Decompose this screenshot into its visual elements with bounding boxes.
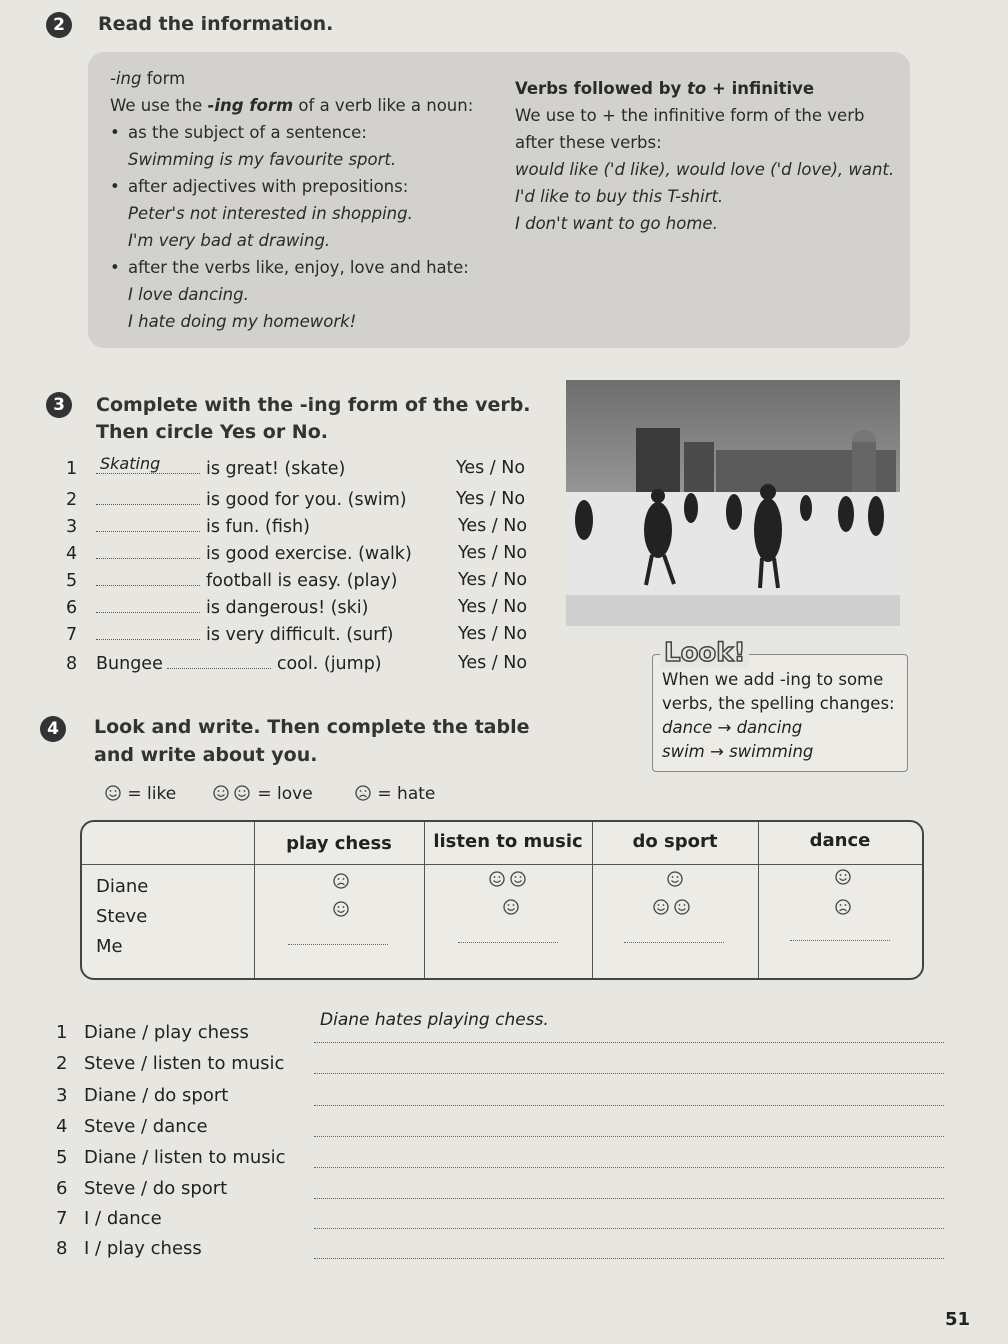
exercise-3-item	[66, 567, 397, 594]
inf-example-2: I don't want to go home.	[515, 214, 718, 233]
item-prompt: Diane / listen to music	[84, 1147, 286, 1168]
answer-blank[interactable]	[96, 486, 200, 505]
look-line-1: When we add -ing to some	[662, 670, 884, 689]
item-number: 4	[56, 1116, 68, 1137]
item-text: is good for you. (swim)	[206, 490, 407, 510]
handwritten-answer: Diane hates playing chess.	[320, 1010, 549, 1030]
section-4-number: 4	[40, 716, 66, 742]
exercise-3-item	[66, 594, 368, 621]
ing-example-1: Swimming is my favourite sport.	[128, 150, 397, 169]
item-text: is fun. (fish)	[206, 517, 310, 537]
section-3-number: 3	[46, 392, 72, 418]
inf-title-a: Verbs followed by	[515, 79, 688, 98]
section-3-heading-2: Then circle Yes or No.	[96, 421, 328, 443]
yes-no-choice[interactable]: Yes / No	[456, 489, 526, 509]
exercise-4-item	[56, 1208, 162, 1229]
item-number: 6	[66, 598, 78, 618]
look-line-2: verbs, the spelling changes:	[662, 694, 895, 713]
answer-blank[interactable]	[96, 513, 200, 532]
exercise-3-item	[66, 513, 310, 540]
ing-bullet-3: • after the verbs like, enjoy, love and hate:	[110, 254, 473, 281]
legend-like-label: = like	[127, 784, 177, 804]
inf-line-2: after these verbs:	[515, 133, 662, 152]
legend-hate-label: = hate	[377, 784, 436, 804]
legend-love-label: = love	[257, 784, 313, 804]
smile-icon	[332, 900, 350, 918]
ice-skating-photo	[566, 380, 900, 626]
col-header-play-chess: play chess	[286, 833, 392, 854]
inf-title-c: + infinitive	[706, 79, 815, 98]
handwritten-answer: Skating	[100, 454, 161, 473]
double-smile-icon	[652, 898, 692, 916]
row-name-me: Me	[96, 936, 123, 957]
exercise-3-item	[66, 540, 412, 567]
ing-intro-a: We use the	[110, 96, 208, 115]
look-line-4: swim → swimming	[662, 742, 814, 761]
yes-no-choice[interactable]: Yes / No	[458, 543, 528, 563]
section-2-number: 2	[46, 12, 72, 38]
legend-like	[104, 784, 176, 804]
section-4-heading-2: and write about you.	[94, 744, 318, 766]
me-music-blank[interactable]	[458, 942, 558, 943]
answer-blank[interactable]	[96, 621, 200, 640]
inf-example-1: I'd like to buy this T-shirt.	[515, 187, 724, 206]
answer-line[interactable]	[314, 1228, 944, 1229]
item-prompt: Steve / dance	[84, 1116, 208, 1137]
ing-intro-b: -ing form	[207, 96, 294, 115]
look-title: Look!	[660, 638, 749, 668]
item-prompt: Diane / do sport	[84, 1085, 229, 1106]
table-header-divider	[82, 864, 922, 865]
item-number: 2	[66, 490, 78, 510]
legend-hate	[354, 784, 435, 804]
answer-line[interactable]	[314, 1136, 944, 1137]
smile-icon	[502, 898, 520, 916]
ing-example-5: I hate doing my homework!	[128, 312, 357, 331]
likes-table	[80, 820, 924, 980]
exercise-3-item	[66, 650, 382, 677]
item-prefix: Bungee	[96, 654, 163, 674]
exercise-4-item	[56, 1116, 208, 1137]
item-number: 4	[66, 544, 78, 564]
answer-line[interactable]	[314, 1198, 944, 1199]
answer-line[interactable]	[314, 1073, 944, 1074]
double-smile-icon	[212, 784, 252, 802]
item-number: 3	[66, 517, 78, 537]
double-smile-icon	[488, 870, 528, 888]
item-prompt: Diane / play chess	[84, 1022, 249, 1043]
item-text: cool. (jump)	[276, 654, 382, 674]
item-number: 3	[56, 1085, 68, 1106]
yes-no-choice[interactable]: Yes / No	[458, 624, 528, 644]
item-number: 5	[66, 571, 78, 591]
answer-line[interactable]	[314, 1167, 944, 1168]
inf-line-1: We use to + the infinitive form of the verb	[515, 106, 865, 125]
answer-line[interactable]	[314, 1105, 944, 1106]
item-text: football is easy. (play)	[206, 571, 398, 591]
me-dance-blank[interactable]	[790, 940, 890, 941]
me-chess-blank[interactable]	[288, 944, 388, 945]
item-number: 1	[56, 1022, 68, 1043]
exercise-3-item	[66, 621, 393, 648]
answer-blank[interactable]	[167, 650, 271, 669]
exercise-4-item	[56, 1022, 249, 1043]
exercise-4-item	[56, 1147, 286, 1168]
answer-line[interactable]	[314, 1258, 944, 1259]
me-sport-blank[interactable]	[624, 942, 724, 943]
frown-icon	[332, 872, 350, 890]
look-line-3: dance → dancing	[662, 718, 803, 737]
answer-blank[interactable]	[96, 567, 200, 586]
item-prompt: Steve / do sport	[84, 1178, 228, 1199]
frown-icon	[834, 898, 852, 916]
item-text: is very difficult. (surf)	[206, 625, 394, 645]
smile-icon	[666, 870, 684, 888]
col-header-listen-to-music: listen to music	[433, 831, 583, 852]
item-text: is good exercise. (walk)	[206, 544, 412, 564]
inf-title-b: to	[687, 79, 707, 98]
col-header-do-sport: do sport	[632, 831, 718, 852]
row-name-diane: Diane	[96, 876, 149, 897]
exercise-4-item	[56, 1238, 202, 1259]
exercise-4-item	[56, 1085, 228, 1106]
smile-icon	[834, 868, 852, 886]
answer-line[interactable]	[314, 1042, 944, 1043]
item-number: 5	[56, 1147, 68, 1168]
item-prompt: Steve / listen to music	[84, 1053, 285, 1074]
item-number: 8	[56, 1238, 68, 1259]
page-number: 51	[944, 1309, 970, 1330]
exercise-4-item	[56, 1053, 284, 1074]
yes-no-choice[interactable]: Yes / No	[458, 653, 528, 673]
answer-blank[interactable]	[96, 594, 200, 613]
inf-line-3: would like ('d like), would love ('d love), want.	[515, 160, 895, 179]
exercise-3-item	[66, 486, 407, 513]
ing-example-3: I'm very bad at drawing.	[128, 231, 331, 250]
smile-icon	[104, 784, 122, 802]
legend-love	[212, 784, 313, 804]
item-number: 7	[66, 625, 78, 645]
answer-blank[interactable]	[96, 455, 200, 474]
exercise-3-item	[66, 455, 345, 482]
frown-icon	[354, 784, 372, 802]
yes-no-choice[interactable]: Yes / No	[458, 597, 528, 617]
ing-title-prefix: -ing	[110, 69, 142, 88]
item-text: is great! (skate)	[206, 459, 346, 479]
yes-no-choice[interactable]: Yes / No	[458, 516, 528, 536]
section-3-heading-1: Complete with the -ing form of the verb.	[96, 394, 531, 416]
ing-example-2: Peter's not interested in shopping.	[128, 204, 413, 223]
yes-no-choice[interactable]: Yes / No	[456, 458, 526, 478]
item-prompt: I / play chess	[84, 1238, 202, 1259]
to-infinitive-column	[515, 75, 894, 237]
answer-blank[interactable]	[96, 540, 200, 559]
item-text: is dangerous! (ski)	[206, 598, 369, 618]
ing-example-4: I love dancing.	[128, 285, 249, 304]
item-number: 7	[56, 1208, 68, 1229]
col-header-dance: dance	[809, 830, 871, 851]
item-number: 2	[56, 1053, 68, 1074]
ing-form-column	[110, 65, 473, 335]
item-number: 8	[66, 654, 78, 674]
row-name-steve: Steve	[96, 906, 148, 927]
ing-bullet-1: • as the subject of a sentence:	[110, 119, 473, 146]
item-prompt: I / dance	[84, 1208, 162, 1229]
item-number: 6	[56, 1178, 68, 1199]
ing-intro-c: of a verb like a noun:	[293, 96, 474, 115]
exercise-4-item	[56, 1178, 227, 1199]
item-number: 1	[66, 459, 78, 479]
section-4-heading-1: Look and write. Then complete the table	[94, 716, 530, 738]
yes-no-choice[interactable]: Yes / No	[458, 570, 528, 590]
section-2-heading: Read the information.	[98, 13, 334, 35]
ing-bullet-2: • after adjectives with prepositions:	[110, 173, 473, 200]
ing-title-rest: form	[141, 69, 186, 88]
